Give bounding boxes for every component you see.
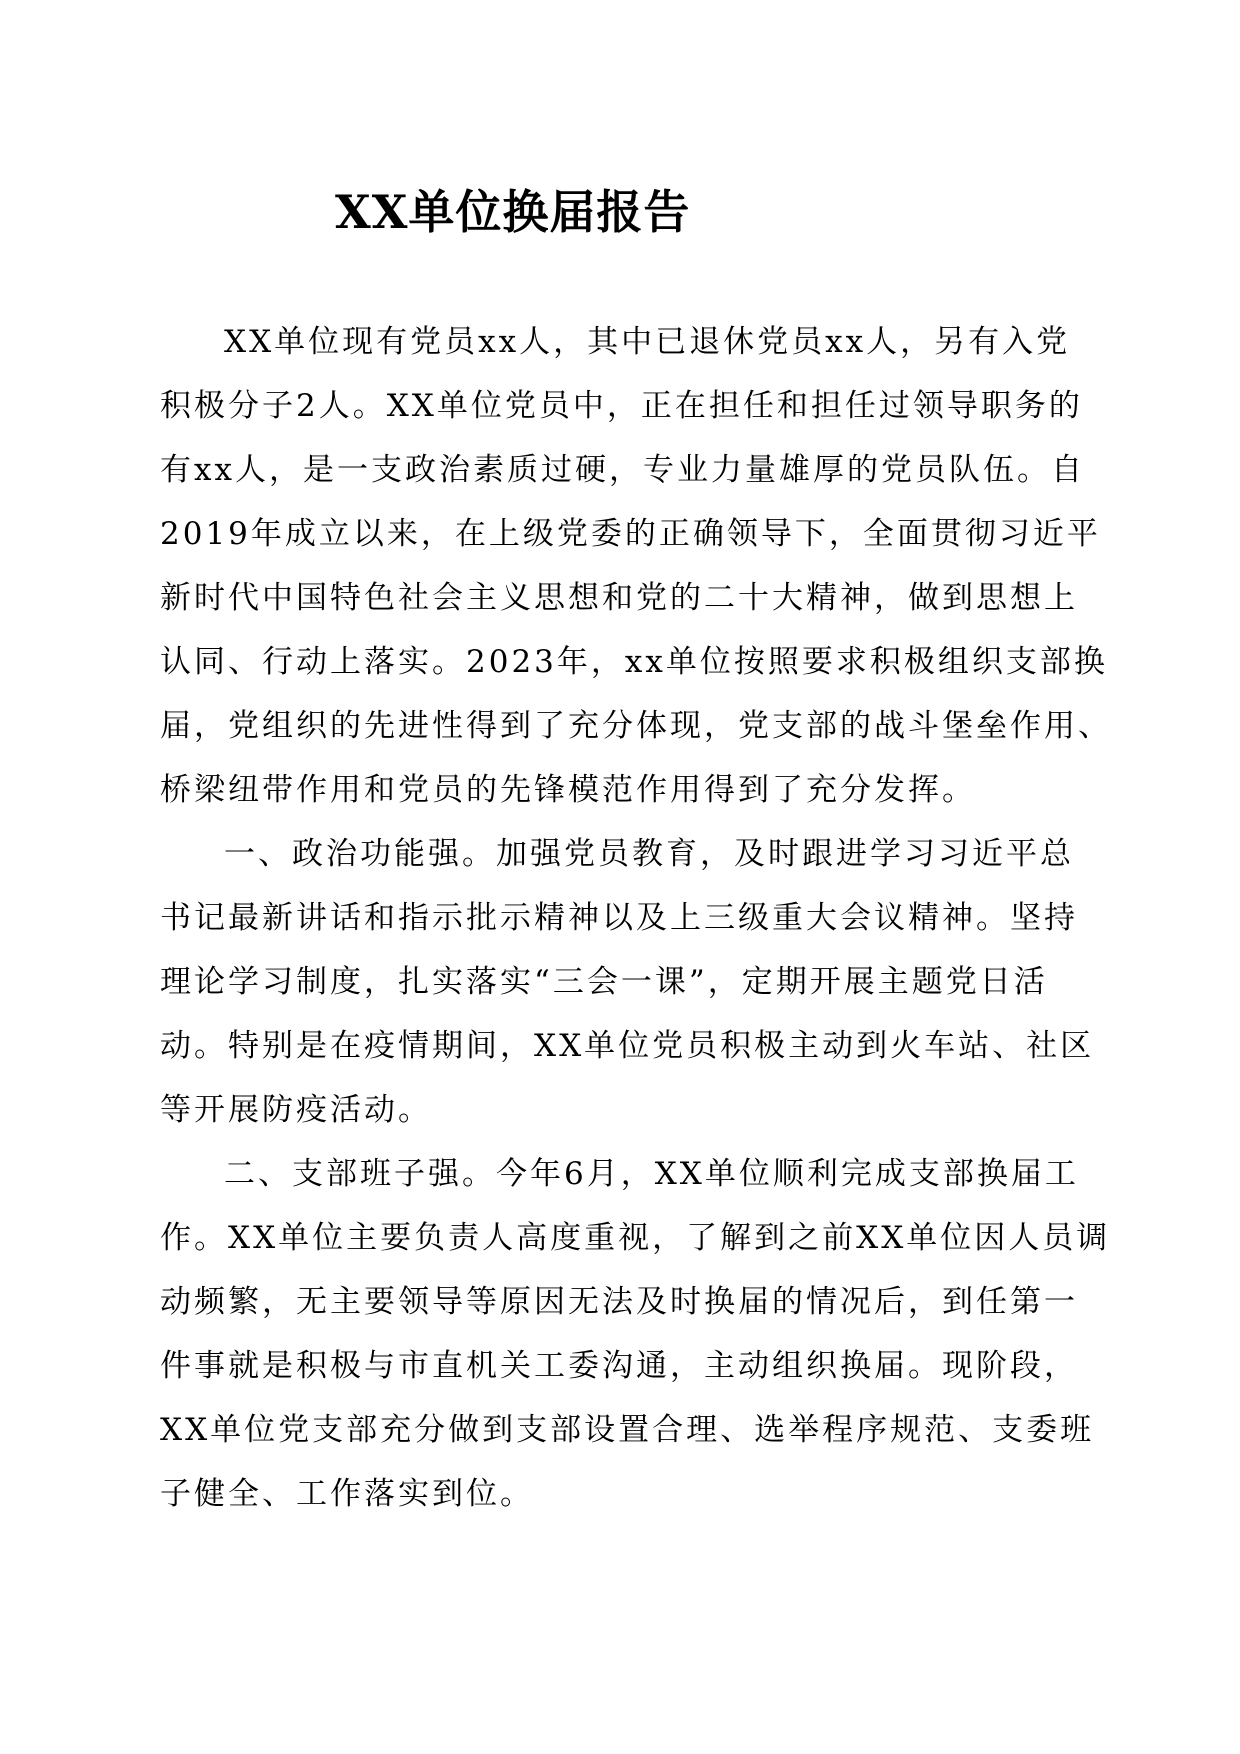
paragraph-political-function	[160, 822, 1095, 1142]
paragraph-line: 理论学习制度，扎实落实“三会一课”，定期开展主题党日活	[160, 964, 1048, 1000]
paragraph-line: 一、政治功能强。加强党员教育，及时跟进学习习近平总	[224, 836, 1074, 872]
paragraph-line: 二、支部班子强。今年6月，XX单位顺利完成支部换届工	[224, 1156, 1079, 1192]
paragraph-line: 书记最新讲话和指示批示精神以及上三级重大会议精神。坚持	[160, 900, 1078, 936]
paragraph-line: 届，党组织的先进性得到了充分体现，党支部的战斗堡垒作用、	[160, 708, 1112, 744]
paragraph-line: 认同、行动上落实。2023年，xx单位按照要求积极组织支部换	[160, 644, 1108, 680]
paragraph-line: 桥梁纽带作用和党员的先锋模范作用得到了充分发挥。	[160, 772, 976, 808]
paragraph-line: 子健全、工作落实到位。	[160, 1476, 534, 1512]
paragraph-line: 积极分子2人。XX单位党员中，正在担任和担任过领导职务的	[160, 388, 1083, 424]
paragraph-line: 等开展防疫活动。	[160, 1092, 432, 1128]
document-title: XX单位换届报告	[335, 185, 691, 239]
paragraph-overview	[160, 310, 1112, 822]
paragraph-line: XX单位党支部充分做到支部设置合理、选举程序规范、支委班	[160, 1412, 1095, 1448]
paragraph-line: 动频繁，无主要领导等原因无法及时换届的情况后，到任第一	[160, 1284, 1078, 1320]
document-body	[160, 310, 1112, 1526]
paragraph-branch-team	[160, 1142, 1111, 1526]
paragraph-line: 动。特别是在疫情期间，XX单位党员积极主动到火车站、社区	[160, 1028, 1095, 1064]
paragraph-line: 件事就是积极与市直机关工委沟通，主动组织换届。现阶段，	[160, 1348, 1078, 1384]
paragraph-line: 2019年成立以来，在上级党委的正确领导下，全面贯彻习近平	[160, 516, 1101, 552]
paragraph-line: 新时代中国特色社会主义思想和党的二十大精神，做到思想上	[160, 580, 1078, 616]
paragraph-line: XX单位现有党员xx人，其中已退休党员xx人，另有入党	[224, 324, 1071, 360]
paragraph-line: 有xx人，是一支政治素质过硬，专业力量雄厚的党员队伍。自	[160, 452, 1085, 488]
paragraph-line: 作。XX单位主要负责人高度重视，了解到之前XX单位因人员调	[160, 1220, 1111, 1256]
